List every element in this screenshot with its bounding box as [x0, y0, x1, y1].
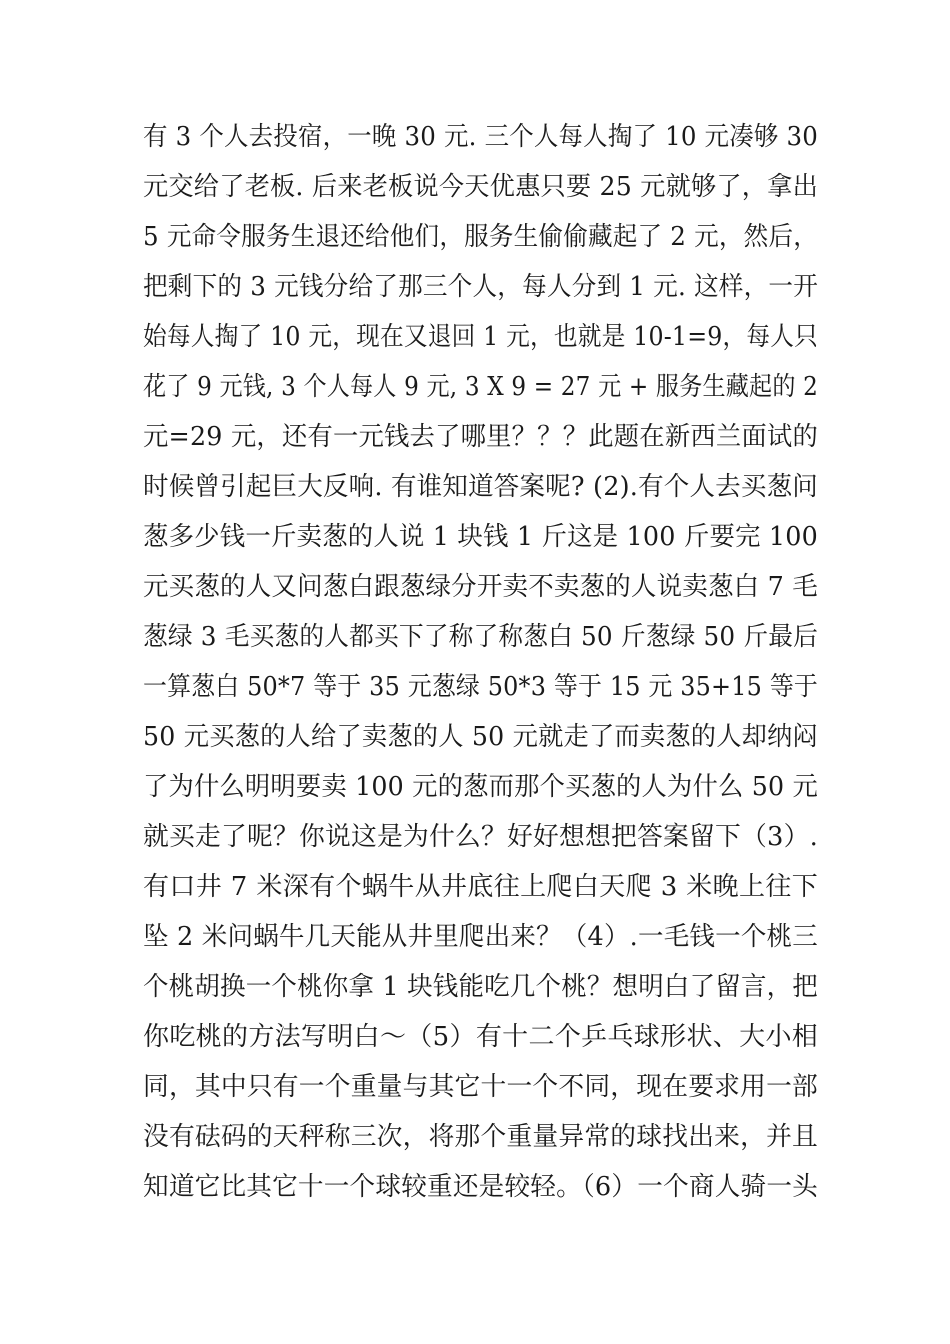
text-line: 5 元命令服务生退还给他们，服务生偷偷藏起了 2 元，然后，	[143, 222, 818, 252]
text-line: 元买葱的人又问葱白跟葱绿分开卖不卖葱的人说卖葱白 7 毛	[143, 572, 818, 602]
text-line: 花了 9 元钱, 3 个人每人 9 元, 3 X 9 = 27 元 + 服务生藏起的 2	[143, 372, 818, 402]
text-line: 始每人掏了 10 元，现在又退回 1 元，也就是 10-1=9，每人只	[143, 322, 818, 352]
text-line: 葱多少钱一斤卖葱的人说 1 块钱 1 斤这是 100 斤要完 100	[143, 522, 818, 552]
text-line: 知道它比其它十一个球较重还是较轻。（6）一个商人骑一头	[143, 1172, 818, 1202]
text-line: 同，其中只有一个重量与其它十一个不同，现在要求用一部	[143, 1072, 818, 1102]
text-line: 葱绿 3 毛买葱的人都买下了称了称葱白 50 斤葱绿 50 斤最后	[143, 622, 818, 652]
text-line: 没有砝码的天秤称三次，将那个重量异常的球找出来，并且	[143, 1122, 818, 1152]
text-line: 元交给了老板. 后来老板说今天优惠只要 25 元就够了，拿出	[143, 172, 818, 202]
text-line: 你吃桃的方法写明白～（5）有十二个乒乓球形状、大小相	[143, 1022, 819, 1052]
text-line: 有 3 个人去投宿，一晚 30 元. 三个人每人掏了 10 元凑够 30	[143, 122, 818, 152]
text-line: 就买走了呢？你说这是为什么？好好想想把答案留下（3）.	[143, 822, 818, 852]
text-line: 把剩下的 3 元钱分给了那三个人，每人分到 1 元. 这样，一开	[143, 272, 818, 302]
text-line: 元=29 元，还有一元钱去了哪里？？？此题在新西兰面试的	[143, 422, 818, 452]
text-line: 时候曾引起巨大反响. 有谁知道答案呢? (2).有个人去买葱问	[143, 472, 818, 502]
text-line: 一算葱白 50*7 等于 35 元葱绿 50*3 等于 15 元 35+15 等于	[143, 672, 818, 702]
text-line: 个桃胡换一个桃你拿 1 块钱能吃几个桃？想明白了留言，把	[143, 972, 818, 1002]
body-text	[143, 112, 818, 1212]
text-line: 有口井 7 米深有个蜗牛从井底往上爬白天爬 3 米晚上往下	[143, 872, 819, 902]
text-line: 了为什么明明要卖 100 元的葱而那个买葱的人为什么 50 元	[143, 772, 818, 802]
text-line: 50 元买葱的人给了卖葱的人 50 元就走了而卖葱的人却纳闷	[143, 722, 818, 752]
text-line: 坠 2 米问蜗牛几天能从井里爬出来？（4）.一毛钱一个桃三	[143, 922, 818, 952]
